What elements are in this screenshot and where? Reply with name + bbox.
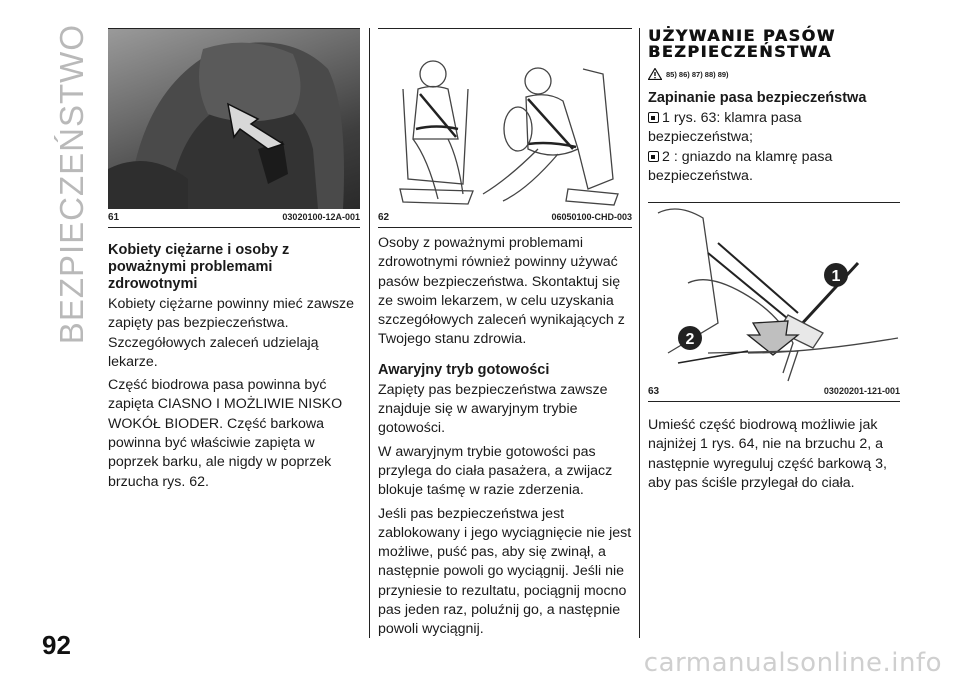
figure-code: 03020100-12A-001	[282, 212, 360, 222]
page-number: 92	[42, 630, 71, 660]
paragraph: Kobiety ciężarne powinny mieć zawsze zapięty pas bezpieczeństwa. Szczegółowych zaleceń udzielają lekarze.	[108, 296, 355, 370]
column-divider	[639, 28, 640, 638]
buckle-illustration	[648, 203, 900, 383]
headrest-illustration	[108, 29, 360, 209]
buckle-drawing	[648, 203, 900, 383]
figure-number: 62	[378, 212, 390, 223]
warning-triangle-icon	[648, 68, 662, 80]
callout-label-1: 1	[831, 268, 841, 286]
column-3	[648, 28, 900, 497]
column-1	[108, 28, 360, 496]
site-watermark: carmanualsonline.info	[643, 648, 942, 678]
figure-63	[648, 202, 900, 402]
list-item: 1 rys. 63: klamra pasa bezpieczeństwa;	[648, 110, 802, 146]
passengers-illustration	[378, 29, 632, 209]
figure-number: 63	[648, 386, 660, 398]
paragraph: Część biodrowa pasa powinna być zapięta CIASNO I MOŻLIWIE NISKO WOKÓŁ BIODER. Część barkowa powinna być właściwie zapięta w poprzek barku, ale nigdy w poprzek brzucha rys. 62.	[108, 377, 343, 490]
column-2	[378, 28, 632, 644]
figure-caption	[378, 209, 632, 227]
figure-caption	[648, 383, 900, 401]
paragraph: Jeśli pas bezpieczeństwa jest zablokowany i jego wyciągnięcie nie jest możliwe, puść pas, aby się zwinął, a następnie powoli go wyciągnij. Jeśli nie przyniesie to rezultatu, pociągnij mocno pas jeden raz, poluźnij go, a następnie powoli wyciągnij.	[378, 505, 632, 638]
paragraph: Osoby z poważnymi problemami zdrowotnymi również powinny używać pasów bezpieczeństwa. Skontaktuj się ze swoim lekarzem, w celu uzyskania szczegółowych zaleceń wynikających z Twojego stanu zdrowia.	[378, 235, 625, 348]
figure-code: 06050100-CHD-003	[551, 212, 632, 222]
subheading-fastening: Zapinanie pasa bezpieczeństwa	[648, 90, 867, 106]
section-heading-pregnant: Kobiety ciężarne i osoby z poważnymi problemami zdrowotnymi	[108, 242, 290, 292]
list-bullet-icon	[648, 112, 659, 123]
paragraph: Zapięty pas bezpieczeństwa zawsze znajduje się w awaryjnym trybie gotowości.	[378, 381, 608, 437]
figure-number: 61	[108, 212, 120, 223]
section-heading-emergency-mode: Awaryjny tryb gotowości	[378, 361, 550, 378]
callout-label-2: 2	[685, 331, 695, 349]
warning-references	[648, 68, 900, 80]
warning-refs-text: 85) 86) 87) 88) 89)	[666, 69, 729, 79]
figure-caption	[108, 209, 360, 227]
list-item: 2 : gniazdo na klamrę pasa bezpieczeństwa.	[648, 148, 833, 184]
figure-61	[108, 28, 360, 228]
paragraph: Umieść część biodrową możliwie jak najniżej 1 rys. 64, nie na brzuchu 2, a następnie wyreguluj część barkową 3, aby pas ściśle przylegał do ciała.	[648, 417, 887, 492]
column-divider	[369, 28, 370, 638]
figure-code: 03020201-121-001	[823, 386, 900, 397]
chapter-heading: UŻYWANIE PASÓW BEZPIECZEŃSTWA	[648, 26, 836, 61]
seatbelt-drawing	[378, 29, 632, 209]
side-section-title: BEZPIECZEŃSTWO	[53, 24, 90, 345]
headrest-photo	[108, 29, 360, 209]
figure-62	[378, 28, 632, 228]
list-bullet-icon	[648, 151, 659, 162]
paragraph: W awaryjnym trybie gotowości pas przylega do ciała pasażera, a zwijacz blokuje taśmę w razie zderzenia.	[378, 443, 613, 499]
